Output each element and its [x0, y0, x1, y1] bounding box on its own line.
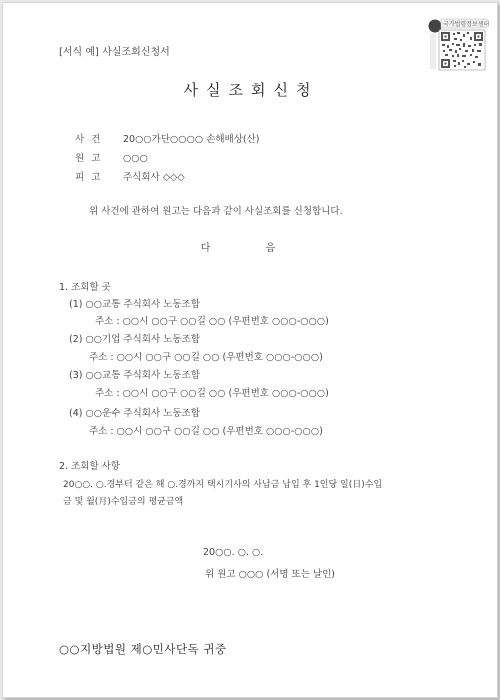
intro-paragraph: 위 사건에 관하여 원고는 다음과 같이 사실조회를 신청합니다.: [89, 206, 343, 217]
entry-address: 주소 : ○○시 ○○구 ○○길 ○○ (우편번호 ○○○-○○○): [95, 316, 329, 327]
document-title: 사실조회신청: [183, 81, 319, 99]
section2-line: 20○○. ○.경부터 같은 해 ○.경까지 택시기사의 사납금 납입 후 1인당 일(日)수입: [63, 480, 383, 490]
court-addressee: ○○지방법원 제○민사단독 귀중: [59, 642, 227, 656]
notice-heading: 다 음: [200, 243, 302, 254]
case-field-label: 사 건: [75, 134, 103, 145]
form-label: [서식 예] 사실조회신청서: [59, 47, 170, 58]
case-field-value: 20○○가단○○○○ 손해배상(산): [123, 134, 260, 145]
entry-address: 주소 : ○○시 ○○구 ○○길 ○○ (우편번호 ○○○-○○○): [95, 388, 329, 399]
signature-line: 위 원고 ○○○ (서명 또는 날인): [205, 569, 335, 580]
document-page: [2, 2, 498, 698]
entry-name: (2) ○○기업 주식회사 노동조합: [69, 334, 200, 345]
entry-name: (3) ○○교통 주식회사 노동조합: [69, 370, 200, 381]
section2-heading: 2. 조회할 사항: [59, 461, 120, 472]
qr-code-icon: [427, 17, 489, 71]
plaintiff-field-value: ○○○: [123, 153, 148, 164]
section2-line: 금 및 월(月)수입금의 평균금액: [63, 497, 184, 507]
defendant-field-row: [75, 169, 185, 183]
entry-address: 주소 : ○○시 ○○구 ○○길 ○○ (우편번호 ○○○-○○○): [89, 352, 323, 363]
defendant-field-label: 피 고: [75, 172, 103, 183]
svg-text:국가법령정보센터: 국가법령정보센터: [443, 21, 489, 28]
plaintiff-field-label: 원 고: [75, 153, 103, 164]
plaintiff-field-row: [75, 150, 148, 164]
defendant-field-value: 주식회사 ◇◇◇: [123, 172, 185, 183]
date-line: 20○○. ○. ○.: [203, 547, 264, 558]
entry-name: (4) ○○운수 주식회사 노동조합: [69, 408, 200, 419]
entry-address: 주소 : ○○시 ○○구 ○○길 ○○ (우편번호 ○○○-○○○): [89, 426, 323, 437]
entry-name: (1) ○○교통 주식회사 노동조합: [69, 299, 200, 310]
case-field-row: [75, 131, 260, 145]
section1-heading: 1. 조회할 곳: [59, 282, 111, 293]
